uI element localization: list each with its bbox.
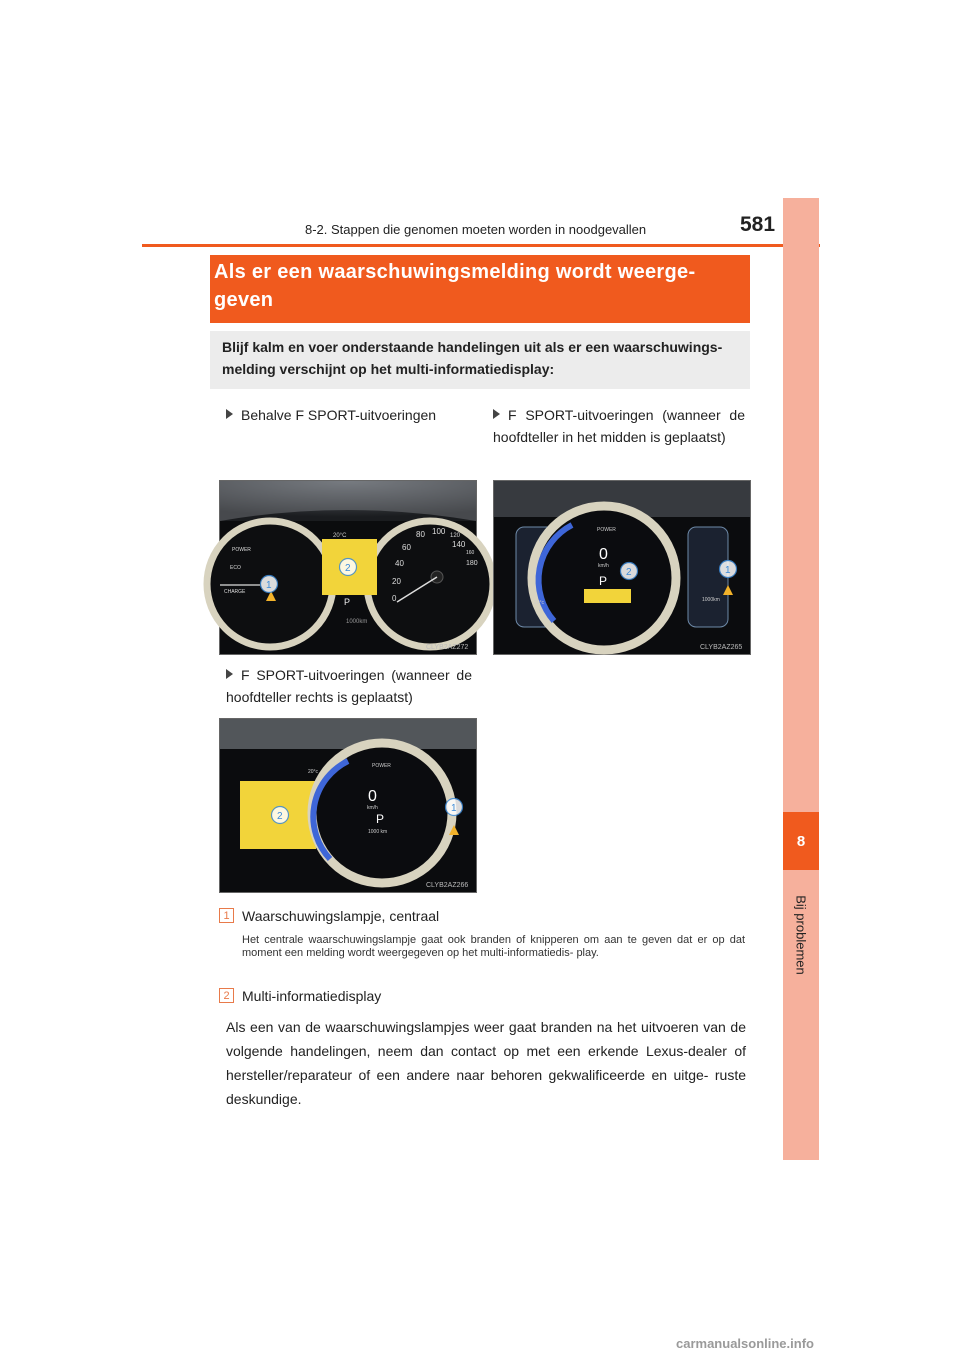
svg-text:1: 1 xyxy=(725,565,731,576)
chapter-title-text: Bij problemen xyxy=(793,895,809,975)
variant-label-standard: Behalve F SPORT-uitvoeringen xyxy=(226,404,436,426)
temp-readout: 20°C xyxy=(333,533,347,539)
chapter-title xyxy=(783,880,819,990)
legend-number-1: 1 xyxy=(219,908,234,923)
legend-body-2: Als een van de waarschuwingslampjes weer gaat branden na het uitvoeren van de volgende handelingen, neem dan contact op met een erkende Lexus-dealer of hersteller/reparateur of een andere naar behoren gekwalificeerde en uitge- ruste deskundige. xyxy=(226,1019,746,1107)
svg-text:km/h: km/h xyxy=(367,805,378,811)
svg-text:180: 180 xyxy=(466,560,478,567)
svg-text:20°c: 20°c xyxy=(534,600,545,606)
variant-label-fsport-right: F SPORT-uitvoeringen (wanneer de hoofdteller rechts is geplaatst) xyxy=(226,667,472,705)
cluster-image-standard xyxy=(219,480,477,655)
svg-text:km/h: km/h xyxy=(598,563,609,569)
chapter-side-tab xyxy=(783,198,819,1160)
legend-number-2: 2 xyxy=(219,988,234,1003)
header-divider xyxy=(142,244,820,247)
chapter-number-box[interactable]: 8 xyxy=(783,812,819,870)
image-code: CLYB2AZ272 xyxy=(426,644,469,651)
svg-text:1: 1 xyxy=(266,580,272,591)
svg-text:140: 140 xyxy=(452,540,466,549)
svg-text:60: 60 xyxy=(402,543,411,552)
intro-text: Blijf kalm en voer onderstaande handelingen uit als er een waarschuwings- melding verschijnt op het multi-informatiedisplay: xyxy=(222,339,723,377)
image-code: CLYB2AZ265 xyxy=(700,644,743,651)
svg-text:P: P xyxy=(376,812,385,826)
svg-text:100: 100 xyxy=(432,527,446,536)
svg-text:20°c: 20°c xyxy=(308,769,319,775)
svg-text:120: 120 xyxy=(450,533,461,539)
section-title: Als er een waarschuwingsmelding wordt weerge- geven xyxy=(214,261,696,311)
svg-text:40: 40 xyxy=(395,559,404,568)
variant-label-fsport-center: F SPORT-uitvoeringen (wanneer de hoofdteller in het midden is geplaatst) xyxy=(493,407,745,445)
bullet-triangle-icon xyxy=(226,669,233,679)
odometer: 1000km xyxy=(346,619,368,625)
charge-label: CHARGE xyxy=(224,589,246,595)
power-label: POWER xyxy=(232,547,251,553)
svg-text:2: 2 xyxy=(277,811,283,822)
watermark: carmanualsonline.info xyxy=(676,1336,814,1351)
svg-text:POWER: POWER xyxy=(597,527,616,533)
cluster-image-fsport-right xyxy=(219,718,477,893)
svg-text:P: P xyxy=(599,574,608,588)
multi-info-display xyxy=(584,589,631,603)
svg-text:0: 0 xyxy=(368,788,377,805)
legend-label-2: Multi-informatiedisplay xyxy=(242,988,382,1004)
svg-text:1000 km: 1000 km xyxy=(368,829,388,835)
svg-text:1000km: 1000km xyxy=(702,597,720,603)
legend-label-1: Waarschuwingslampje, centraal xyxy=(242,908,440,924)
svg-text:20: 20 xyxy=(392,577,401,586)
svg-text:1: 1 xyxy=(451,803,457,814)
svg-text:2: 2 xyxy=(345,563,351,574)
image-code: CLYB2AZ266 xyxy=(426,882,469,889)
speed-readout: 0 xyxy=(599,546,608,563)
svg-text:POWER: POWER xyxy=(372,763,391,769)
page-number: 581 xyxy=(740,213,776,236)
cluster-image-fsport-center xyxy=(493,480,751,655)
gear-indicator: P xyxy=(344,597,351,607)
bullet-triangle-icon xyxy=(493,409,500,419)
legend-note-1: Het centrale waarschuwingslampje gaat ook branden of knipperen om aan te geven dat er op dat moment een melding wordt weergegeven op het multi-informatiedis- play. xyxy=(242,934,745,959)
eco-label: ECO xyxy=(230,565,241,571)
svg-text:0: 0 xyxy=(392,594,397,603)
svg-text:160: 160 xyxy=(466,550,475,556)
bullet-triangle-icon xyxy=(226,409,233,419)
svg-text:2: 2 xyxy=(626,567,632,578)
svg-text:80: 80 xyxy=(416,530,425,539)
section-header: 8-2. Stappen die genomen moeten worden in noodgevallen xyxy=(305,222,647,237)
